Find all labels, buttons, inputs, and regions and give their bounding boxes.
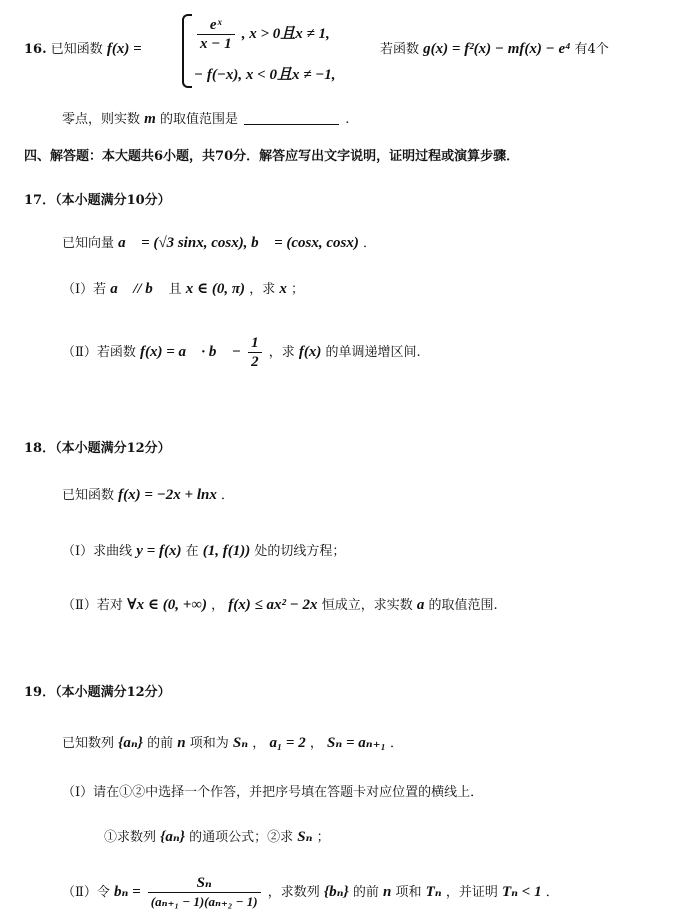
piecewise-brace <box>182 14 192 88</box>
q16-case1 <box>194 16 330 53</box>
q18-part2-label: （Ⅱ）若对 <box>62 598 123 613</box>
q19-bn-label: bₙ = <box>113 884 141 900</box>
q19-given-text-e: ， <box>309 736 323 751</box>
q18-forall-expression: ∀x ∈ (0, +∞) <box>126 597 207 613</box>
q18-part2-mid2: 恒成立，求实数 <box>321 598 413 613</box>
q16-line2-text-b: 的取值范围是 <box>159 112 238 127</box>
q16-number: 16. <box>24 42 47 57</box>
q19-given-text-c: 项和为 <box>189 736 229 751</box>
q16-end-mark: . <box>345 112 350 127</box>
q18-inequality-expression: f(x) ≤ ax² − 2x <box>228 597 318 613</box>
q16-line1-left <box>24 40 142 59</box>
q16-cont-text-a: 若函数 <box>380 42 420 57</box>
q18-part2-end: 的取值范围. <box>428 598 498 613</box>
q17-part1-end: ，求 <box>249 282 276 297</box>
q17-title: 17．（本小题满分10分） <box>24 193 171 208</box>
q19-given-text-a: 已知数列 <box>62 736 115 751</box>
q16-answer-blank <box>244 124 339 125</box>
q18-function-expression: f(x) = −2x + lnx <box>118 487 217 503</box>
q19-part2-mid4: ，并证明 <box>445 885 498 900</box>
q18-given-text: 已知函数 <box>62 488 115 503</box>
q16-line1-right <box>380 40 609 59</box>
q17-part2-mid: ，求 <box>268 345 295 360</box>
q18-part2 <box>62 596 498 615</box>
q19-given <box>62 734 403 753</box>
q17-half-fraction <box>248 334 262 371</box>
q16-line2-text-a: 零点，则实数 <box>62 112 141 127</box>
q18-given-end: ． <box>220 488 234 503</box>
q19-bn-fraction <box>148 874 261 911</box>
q16-case2-expression: − f(−x), x < 0且x ≠ −1, <box>194 67 336 83</box>
q16-case1-fraction <box>197 16 235 53</box>
section-heading: 四、解答题：本大题共6小题，共70分．解答应写出文字说明，证明过程或演算步骤． <box>24 149 520 164</box>
q19-part2-mid: ，求数列 <box>267 885 320 900</box>
q19-given-end: ． <box>389 736 403 751</box>
q17-given <box>62 234 376 253</box>
q19-option-sum: Sₙ <box>297 829 313 845</box>
q19-part2 <box>62 874 559 911</box>
q18-part1-end: 处的切线方程； <box>254 544 346 559</box>
q17-part1-end2: ； <box>290 282 304 297</box>
q19-part2-mid3: 项和 <box>395 885 422 900</box>
q18-part2-mid: ， <box>211 598 225 613</box>
q19-bn-numerator: Sₙ <box>148 874 261 893</box>
q18-curve-expression: y = f(x) <box>136 543 182 559</box>
q18-part1-label: （Ⅰ）求曲线 <box>62 544 133 559</box>
q19-part2-end: ． <box>545 885 559 900</box>
q17-part2-end: 的单调递增区间. <box>325 345 421 360</box>
q19-bn-denominator: (aₙ₊₁ − 1)(aₙ₊₂ − 1) <box>150 894 258 909</box>
q17-half-denominator: 2 <box>251 354 259 370</box>
q19-relation-expression: Sₙ = aₙ₊₁ <box>327 735 386 751</box>
q17-x-variable: x <box>279 281 287 297</box>
q19-a1-expression: a₁ = 2 <box>269 735 306 751</box>
q19-option-end: ； <box>316 830 330 845</box>
q16-fx-label: f(x) = <box>106 41 142 57</box>
q16-m-variable: m <box>144 111 156 127</box>
q19-given-text-d: ， <box>252 736 266 751</box>
q19-part1: （Ⅰ）请在①②中选择一个作答，并把序号填在答题卡对应位置的横线上． <box>62 785 484 800</box>
q19-part2-label: （Ⅱ）令 <box>62 885 110 900</box>
q18-given <box>62 486 234 505</box>
q18-title: 18．（本小题满分12分） <box>24 441 171 456</box>
q19-sum-symbol: Sₙ <box>232 735 249 751</box>
q19-option-sequence: {aₙ} <box>160 829 185 845</box>
q19-Tn-symbol: Tₙ <box>425 884 442 900</box>
q17-part1-mid: 且 <box>168 282 182 297</box>
q17-given-text: 已知向量 <box>62 236 115 251</box>
q17-fx-expression: f(x) = a⃗ · b⃗ − <box>139 344 241 360</box>
q16-case1-condition: , x > 0且x ≠ 1, <box>241 26 330 42</box>
q18-a-variable: a <box>416 597 425 613</box>
q19-option-a-text: ①求数列 <box>104 830 157 845</box>
q19-part2-n: n <box>383 884 392 900</box>
q17-fx-symbol: f(x) <box>298 344 322 360</box>
q19-title: 19．（本小题满分12分） <box>24 685 171 700</box>
q16-g-expression: g(x) = f²(x) − mf(x) − e⁴ <box>423 41 571 57</box>
q17-part1 <box>62 280 304 299</box>
q18-part1-mid: 在 <box>185 544 199 559</box>
q16-line2 <box>62 110 349 129</box>
q17-given-end: ． <box>363 236 377 251</box>
q16-lead-text: 已知函数 <box>50 42 103 57</box>
q17-part1-label: （Ⅰ）若 <box>62 282 107 297</box>
q19-n-variable: n <box>177 735 186 751</box>
q18-part1 <box>62 542 345 561</box>
q19-option-b-text: 的通项公式；②求 <box>189 830 294 845</box>
q16-cont-text-b: 有4个 <box>574 42 609 57</box>
q19-part1-options <box>104 828 330 847</box>
q17-part2-label: （Ⅱ）若函数 <box>62 345 136 360</box>
q17-vector-expression: a⃗ = (√3 sinx, cosx), b⃗ = (cosx, cosx) <box>118 235 359 251</box>
q17-domain-expression: x ∈ (0, π) <box>185 281 246 297</box>
q16-case2 <box>194 66 336 85</box>
q16-case1-denominator: x − 1 <box>200 36 232 52</box>
q18-point-expression: (1, f(1)) <box>202 543 251 559</box>
q17-part2 <box>62 334 421 371</box>
q19-given-text-b: 的前 <box>147 736 174 751</box>
q19-sequence-b: {bₙ} <box>323 884 349 900</box>
q19-Tn-inequality: Tₙ < 1 <box>501 884 542 900</box>
q17-parallel-expression: a⃗ // b⃗ <box>110 281 165 297</box>
q17-half-numerator: 1 <box>248 334 262 353</box>
q19-part2-mid2: 的前 <box>352 885 379 900</box>
q19-sequence-a: {aₙ} <box>118 735 143 751</box>
q16-case1-numerator: eˣ <box>197 16 235 35</box>
